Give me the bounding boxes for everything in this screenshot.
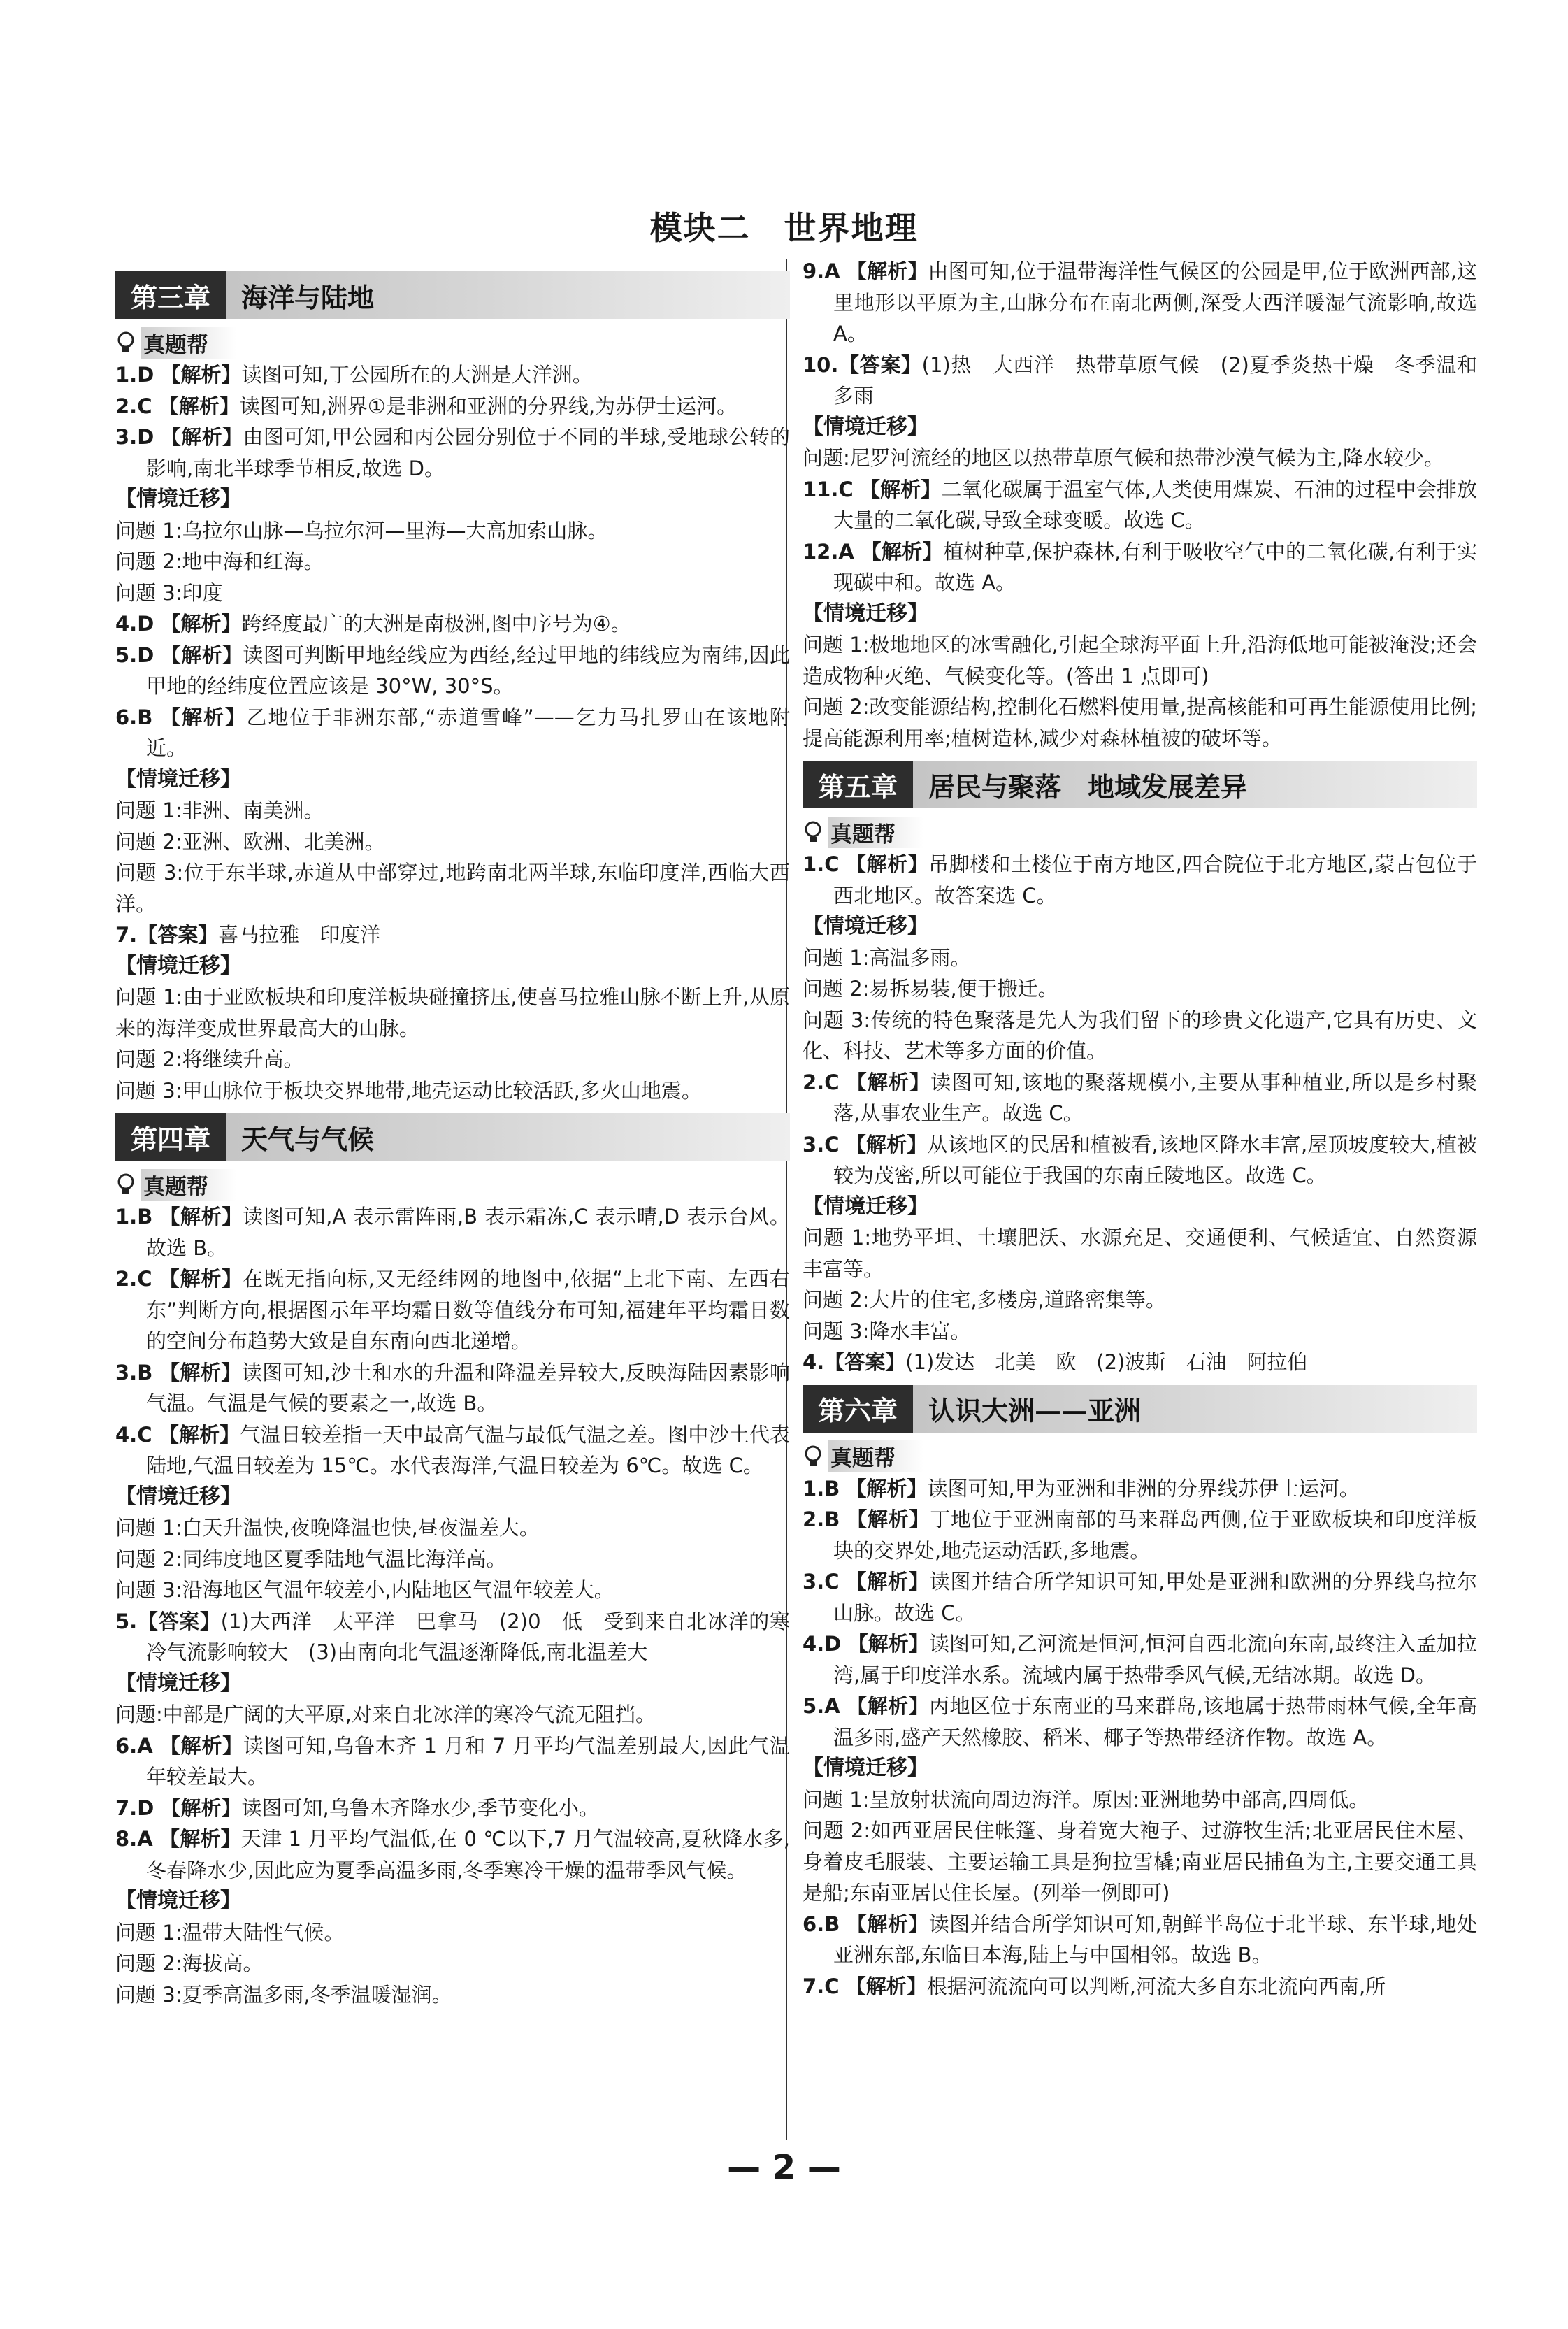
list-item: 6.A 【解析】读图可知,乌鲁木齐 1 月和 7 月平均气温差别最大,因此气温年较差最大。	[115, 1733, 790, 1789]
list-item: 1.C 【解析】吊脚楼和土楼位于南方地区,四合院位于北方地区,蒙古包位于西北地区。故答案选 C。	[803, 852, 1477, 908]
lightbulb-icon	[115, 1173, 136, 1196]
list-item: 2.C 【解析】读图可知,洲界①是非洲和亚洲的分界线,为苏伊士运河。	[115, 394, 738, 418]
question-line: 问题 2:亚洲、欧洲、北美洲。	[115, 829, 385, 854]
question-line: 问题 2:海拔高。	[115, 1951, 264, 1975]
list-item: 8.A 【解析】天津 1 月平均气温低,在 0 ℃以下,7 月气温较高,夏秋降水多,冬春降水少,因此应为夏季高温多雨,冬季寒冷干燥的温带季风气候。	[115, 1827, 790, 1882]
list-item: 3.D 【解析】由图可知,甲公园和丙公园分别位于不同的半球,受地球公转的影响,南北半球季节相反,故选 D。	[115, 425, 790, 480]
question-line: 问题 1:乌拉尔山脉—乌拉尔河—里海—大高加索山脉。	[115, 518, 608, 543]
chapter-banner-3	[115, 271, 790, 319]
list-item: 3.C 【解析】从该地区的民居和植被看,该地区降水丰富,屋顶坡度较大,植被较为茂密,所以可能位于我国的东南丘陵地区。故选 C。	[803, 1132, 1477, 1187]
list-item: 1.B 【解析】读图可知,甲为亚洲和非洲的分界线苏伊士运河。	[803, 1476, 1360, 1500]
list-item: 9.A 【解析】由图可知,位于温带海洋性气候区的公园是甲,位于欧洲西部,这里地形以平原为主,山脉分布在南北两侧,深受大西洋暖湿气流影响,故选 A。	[803, 259, 1477, 345]
list-item: 4.【答案】(1)发达 北美 欧 (2)波斯 石油 阿拉伯	[803, 1350, 1308, 1374]
question-line: 问题 2:大片的住宅,多楼房,道路密集等。	[803, 1288, 1166, 1312]
question-line: 问题 1:白天升温快,夜晚降温也快,昼夜温差大。	[115, 1516, 540, 1540]
right-column	[803, 256, 1477, 2002]
scenario-heading: 【情境迁移】	[115, 1484, 241, 1509]
chapter-number: 第三章	[115, 271, 226, 319]
chapter-number: 第四章	[115, 1113, 226, 1161]
section-title: 真题帮	[828, 1440, 923, 1472]
question-line: 问题 3:降水丰富。	[803, 1319, 971, 1343]
chapter-banner-4	[115, 1113, 790, 1161]
question-line: 问题 1:非洲、南美洲。	[115, 798, 324, 822]
question-line: 问题 2:易拆易装,便于搬迁。	[803, 977, 1058, 1001]
list-item: 7.C 【解析】根据河流流向可以判断,河流大多自东北流向西南,所	[803, 1974, 1386, 1998]
scenario-heading: 【情境迁移】	[115, 953, 241, 978]
question-line: 问题 2:将继续升高。	[115, 1047, 304, 1071]
question-line: 问题 2:改变能源结构,控制化石燃料使用量,提高核能和可再生能源使用比例;提高能源利用率;植树造林,减少对森林植被的破坏等。	[803, 695, 1477, 750]
list-item: 10.【答案】(1)热 大西洋 热带草原气候 (2)夏季炎热干燥 冬季温和多雨	[803, 352, 1477, 408]
section-zhentibang	[803, 817, 1477, 847]
scenario-heading: 【情境迁移】	[803, 914, 928, 938]
question-line: 问题 1:温带大陆性气候。	[115, 1920, 345, 1944]
question-line: 问题:尼罗河流经的地区以热带草原气候和热带沙漠气候为主,降水较少。	[803, 446, 1444, 470]
question-line: 问题 3:沿海地区气温年较差小,内陆地区气温年较差大。	[115, 1578, 614, 1602]
scenario-heading: 【情境迁移】	[803, 414, 928, 439]
chapter-name: 认识大洲——亚洲	[928, 1396, 1142, 1426]
list-item: 5.【答案】(1)大西洋 太平洋 巴拿马 (2)0 低 受到来自北冰洋的寒冷气流影响较大 (3)由南向北气温逐渐降低,南北温差大	[115, 1609, 790, 1664]
question-line: 问题 1:极地地区的冰雪融化,引起全球海平面上升,沿海低地可能被淹没;还会造成物种灭绝、气候变化等。(答出 1 点即可)	[803, 633, 1477, 688]
question-line: 问题 1:地势平坦、土壤肥沃、水源充足、交通便利、气候适宜、自然资源丰富等。	[803, 1226, 1477, 1281]
lightbulb-icon	[115, 331, 136, 354]
left-column	[115, 264, 790, 2010]
scenario-heading: 【情境迁移】	[803, 1194, 928, 1219]
question-line: 问题 2:如西亚居民住帐篷、身着宽大袍子、过游牧生活;北亚居民住木屋、身着皮毛服装、主要运输工具是狗拉雪橇;南亚居民捕鱼为主,主要交通工具是船;东南亚居民住长屋。(列举一例即可)	[803, 1819, 1477, 1905]
question-line: 问题 2:同纬度地区夏季陆地气温比海洋高。	[115, 1547, 507, 1571]
question-line: 问题:中部是广阔的大平原,对来自北冰洋的寒冷气流无阻挡。	[115, 1703, 656, 1726]
chapter-number: 第六章	[803, 1385, 913, 1433]
chapter-banner-5	[803, 761, 1477, 808]
question-line: 问题 2:地中海和红海。	[115, 550, 324, 573]
list-item: 12.A 【解析】植树种草,保护森林,有利于吸收空气中的二氧化碳,有利于实现碳中和。故选 A。	[803, 539, 1478, 594]
chapter-number: 第五章	[803, 761, 913, 808]
list-item: 5.A 【解析】丙地区位于东南亚的马来群岛,该地属于热带雨林气候,全年高温多雨,盛产天然橡胶、稻米、椰子等热带经济作物。故选 A。	[803, 1694, 1477, 1749]
section-zhentibang	[803, 1441, 1477, 1472]
list-item: 2.B 【解析】丁地位于亚洲南部的马来群岛西侧,位于亚欧板块和印度洋板块的交界处,地壳运动活跃,多地震。	[803, 1507, 1477, 1563]
list-item: 1.B 【解析】读图可知,A 表示雷阵雨,B 表示霜冻,C 表示晴,D 表示台风。故选 B。	[115, 1205, 790, 1260]
lightbulb-icon	[803, 820, 823, 844]
scenario-heading: 【情境迁移】	[115, 1670, 241, 1696]
chapter-name: 海洋与陆地	[241, 282, 375, 313]
question-line: 问题 3:传统的特色聚落是先人为我们留下的珍贵文化遗产,它具有历史、文化、科技、艺术等多方面的价值。	[803, 1008, 1477, 1063]
list-item: 4.C 【解析】气温日较差指一天中最高气温与最低气温之差。图中沙土代表陆地,气温日较差为 15℃。水代表海洋,气温日较差为 6℃。故选 C。	[115, 1422, 790, 1477]
section-title: 真题帮	[828, 817, 923, 848]
question-line: 问题 3:印度	[115, 580, 223, 605]
page-number: — 2 —	[727, 2148, 841, 2187]
lightbulb-icon	[803, 1445, 823, 1468]
list-item: 1.D 【解析】读图可知,丁公园所在的大洲是大洋洲。	[115, 363, 593, 387]
section-title: 真题帮	[141, 327, 236, 359]
section-zhentibang	[115, 1169, 790, 1200]
list-item: 3.C 【解析】读图并结合所学知识可知,甲处是亚洲和欧洲的分界线乌拉尔山脉。故选 C。	[803, 1570, 1477, 1625]
question-line: 问题 3:夏季高温多雨,冬季温暖湿润。	[115, 1982, 452, 2007]
list-item: 4.D 【解析】跨经度最广的大洲是南极洲,图中序号为④。	[115, 612, 631, 636]
list-item: 4.D 【解析】读图可知,乙河流是恒河,恒河自西北流向东南,最终注入孟加拉湾,属于印度洋水系。流域内属于热带季风气候,无结冰期。故选 D。	[803, 1632, 1477, 1687]
scenario-heading: 【情境迁移】	[115, 766, 241, 791]
chapter-name: 居民与聚落 地域发展差异	[928, 771, 1248, 803]
scenario-heading: 【情境迁移】	[115, 1889, 241, 1913]
list-item: 5.D 【解析】读图可判断甲地经线应为西经,经过甲地的纬线应为南纬,因此甲地的经纬度位置应该是 30°W, 30°S。	[115, 643, 790, 698]
chapter-name: 天气与气候	[241, 1124, 375, 1155]
list-item: 6.B 【解析】读图并结合所学知识可知,朝鲜半岛位于北半球、东半球,地处亚洲东部,东临日本海,陆上与中国相邻。故选 B。	[803, 1912, 1477, 1967]
question-line: 问题 1:呈放射状流向周边海洋。原因:亚洲地势中部高,四周低。	[803, 1787, 1369, 1812]
chapter-banner-6	[803, 1385, 1477, 1433]
question-line: 问题 3:位于东半球,赤道从中部穿过,地跨南北两半球,东临印度洋,西临大西洋。	[115, 861, 790, 916]
list-item: 3.B 【解析】读图可知,沙土和水的升温和降温差异较大,反映海陆因素影响气温。气温是气候的要素之一,故选 B。	[115, 1360, 790, 1415]
section-title: 真题帮	[141, 1169, 236, 1201]
list-item: 7.D 【解析】读图可知,乌鲁木齐降水少,季节变化小。	[115, 1796, 599, 1820]
list-item: 2.C 【解析】读图可知,该地的聚落规模小,主要从事种植业,所以是乡村聚落,从事农业生产。故选 C。	[803, 1070, 1478, 1125]
scenario-heading: 【情境迁移】	[115, 487, 241, 511]
section-zhentibang	[115, 327, 790, 358]
scenario-heading: 【情境迁移】	[803, 1756, 928, 1780]
question-line: 问题 1:高温多雨。	[803, 945, 971, 970]
list-item: 11.C 【解析】二氧化碳属于温室气体,人类使用煤炭、石油的过程中会排放大量的二氧化碳,导致全球变暖。故选 C。	[803, 477, 1477, 532]
question-line: 问题 1:由于亚欧板块和印度洋板块碰撞挤压,使喜马拉雅山脉不断上升,从原来的海洋变成世界最高大的山脉。	[115, 985, 790, 1040]
question-line: 问题 3:甲山脉位于板块交界地带,地壳运动比较活跃,多火山地震。	[115, 1078, 702, 1103]
list-item: 6.B 【解析】乙地位于非洲东部,“赤道雪峰”——乞力马扎罗山在该地附近。	[115, 705, 790, 760]
list-item: 7.【答案】喜马拉雅 印度洋	[115, 923, 381, 947]
scenario-heading: 【情境迁移】	[803, 601, 928, 626]
page-title: 模块二 世界地理	[649, 209, 919, 247]
list-item: 2.C 【解析】在既无指向标,又无经纬网的地图中,依据“上北下南、左西右东”判断方向,根据图示年平均霜日数等值线分布可知,福建年平均霜日数的空间分布趋势大致是自东南向西北递增。	[115, 1267, 790, 1353]
ch3-answers-a	[115, 359, 790, 484]
